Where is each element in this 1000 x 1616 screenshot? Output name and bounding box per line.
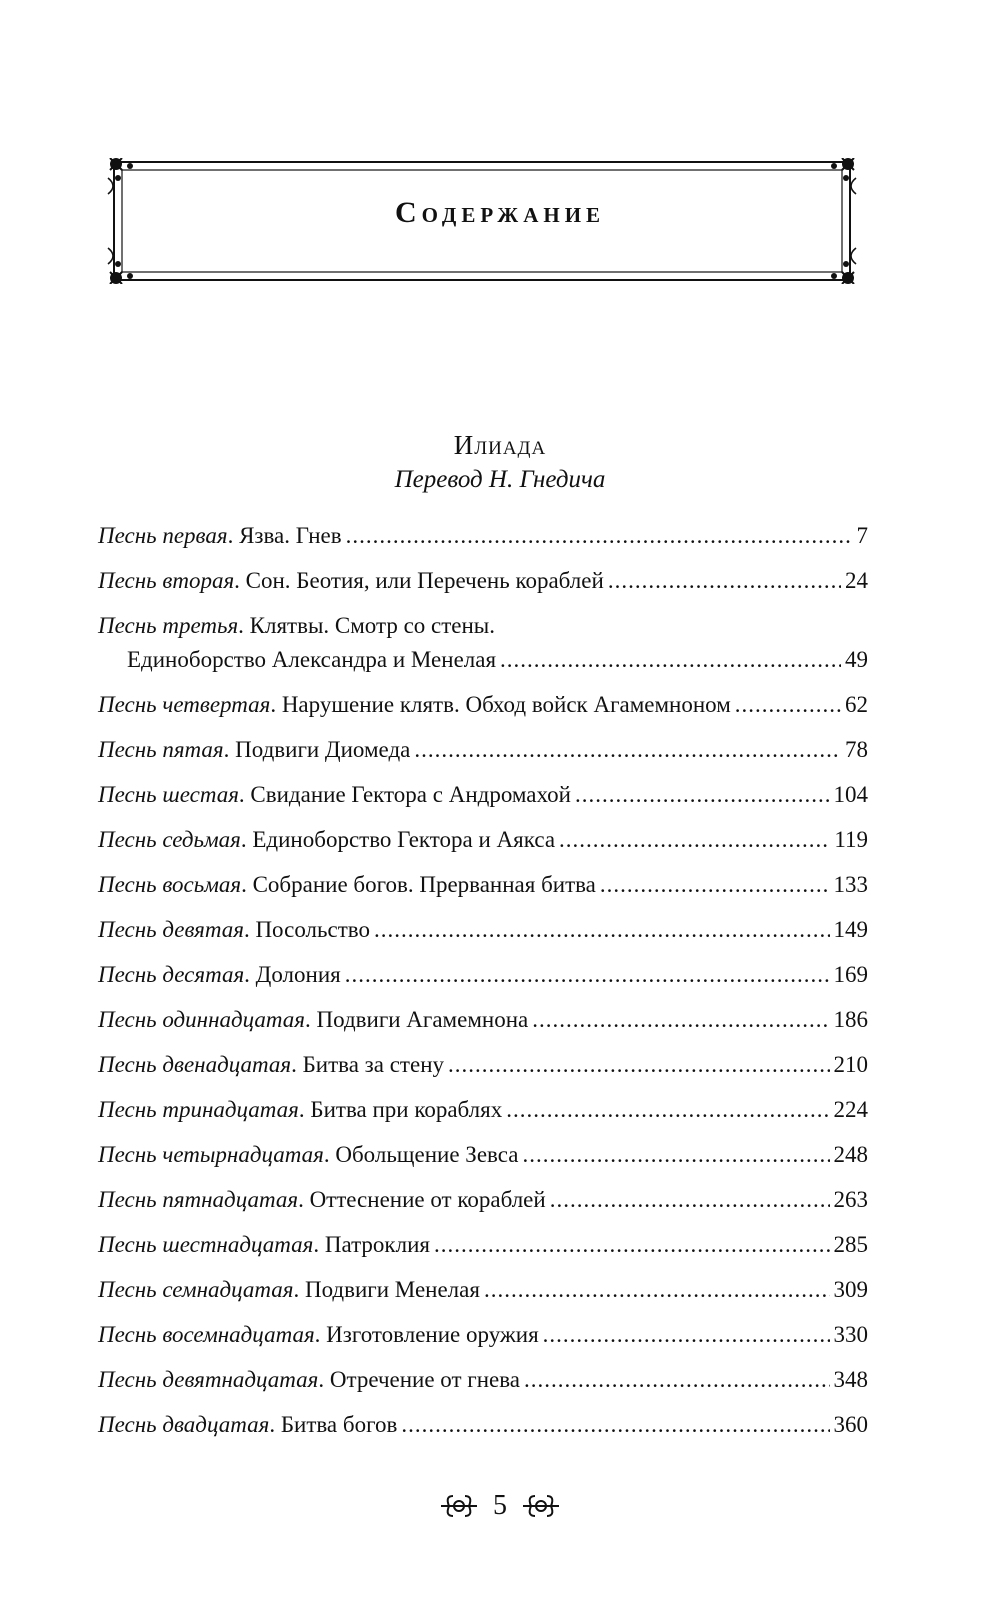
toc-entry-line [98,1048,868,1082]
toc-entry [98,958,868,992]
toc-title: Клятвы. Смотр со стены. [249,613,496,638]
toc-title: Битва богов [280,1412,398,1437]
toc-title: Обольщение Зевса [335,1142,519,1167]
toc-entry [98,733,868,767]
toc-page-number: 119 [834,827,868,852]
toc-canto: Песнь двадцатая [98,1412,270,1437]
toc-entry [98,1003,868,1037]
toc-title: Единоборство Гектора и Аякса [252,827,556,852]
toc-entry-line [98,1228,868,1262]
toc-title: Изготовление оружия [326,1322,539,1347]
toc-page-number: 285 [833,1232,868,1257]
toc-entry-line [98,868,868,902]
toc-entry-line [98,643,868,677]
toc-entry-line [98,564,868,598]
toc-canto: Песнь восьмая [98,872,242,897]
toc-title: Битва за стену [302,1052,444,1077]
toc-entry-line [98,778,868,812]
toc-title: Свидание Гектора с Андромахой [250,782,571,807]
toc-title: Подвиги Диомеда [235,737,411,762]
toc-title: Сон. Беотия, или Перечень кораблей [245,568,604,593]
toc-page-number: 360 [833,1412,868,1437]
toc-entry-line [98,958,868,992]
toc-page-number: 78 [845,737,868,762]
toc-separator: . [318,1367,330,1392]
toc-leader-dots [484,1273,830,1307]
toc-leader-dots [346,519,853,553]
toc-title: Патроклия [324,1232,430,1257]
toc-entry [98,1138,868,1172]
toc-page-number: 210 [833,1052,868,1077]
toc-title: Долония [255,962,341,987]
toc-leader-dots [550,1183,830,1217]
toc-title-continued: Единоборство Александра и Менелая [127,647,497,672]
toc-entry-line [98,823,868,857]
toc-entry [98,1048,868,1082]
toc-page-number: 7 [856,523,868,548]
toc-entry-line [98,733,868,767]
toc-entry-line [98,609,868,643]
toc-separator: . [269,1412,281,1437]
toc-entry [98,609,868,677]
toc-page-number: 104 [833,782,868,807]
toc-entry [98,1183,868,1217]
toc-separator: . [244,962,256,987]
toc-page-number: 330 [833,1322,868,1347]
toc-separator: . [227,523,240,548]
toc-title: Битва при кораблях [310,1097,503,1122]
translator-credit: Перевод Н. Гнедича [394,466,606,493]
toc-canto: Песнь первая [98,523,228,548]
toc-separator: . [313,1232,325,1257]
toc-entry [98,688,868,722]
toc-entry [98,823,868,857]
toc-canto: Песнь девятая [98,917,244,942]
toc-entry [98,868,868,902]
toc-title: Подвиги Агамемнона [316,1007,529,1032]
toc-entry [98,778,868,812]
toc-separator: . [234,568,246,593]
toc-canto: Песнь десятая [98,962,245,987]
toc-entry [98,564,868,598]
toc-leader-dots [559,823,830,857]
toc-page-number: 224 [833,1097,868,1122]
toc-canto: Песнь двенадцатая [98,1052,292,1077]
toc-page-number: 248 [833,1142,868,1167]
toc-leader-dots [532,1003,829,1037]
toc-leader-dots [735,688,841,722]
toc-entry-line [98,1138,868,1172]
toc-separator: . [270,692,282,717]
toc-page-number: 309 [833,1277,868,1302]
toc-canto: Песнь четырнадцатая [98,1142,324,1167]
toc-entry-line [98,913,868,947]
toc-entry-line [98,1273,868,1307]
toc-separator: . [293,1277,305,1302]
toc-leader-dots [345,958,830,992]
toc-canto: Песнь девятнадцатая [98,1367,319,1392]
toc-leader-dots [575,778,830,812]
toc-canto: Песнь семнадцатая [98,1277,294,1302]
toc-separator: . [323,1142,336,1167]
table-of-contents [98,519,868,1453]
toc-leader-dots [608,564,841,598]
toc-canto: Песнь тринадцатая [98,1097,299,1122]
toc-entry [98,1093,868,1127]
toc-page-number: 62 [845,692,868,717]
toc-leader-dots [448,1048,830,1082]
toc-title: Подвиги Менелая [304,1277,480,1302]
toc-title: Язва. Гнев [239,523,342,548]
toc-entry-line [98,519,868,553]
toc-entry [98,1228,868,1262]
toc-page-number: 24 [845,568,868,593]
toc-separator: . [238,613,250,638]
toc-separator: . [241,872,253,897]
toc-entry [98,1318,868,1352]
book-title: Илиада [453,430,547,460]
toc-separator: . [238,782,251,807]
toc-leader-dots [434,1228,830,1262]
toc-entry-line [98,1408,868,1442]
toc-entry [98,519,868,553]
toc-title: Оттеснение от кораблей [309,1187,546,1212]
toc-canto: Песнь седьмая [98,827,241,852]
toc-separator: . [223,737,236,762]
toc-leader-dots [506,1093,829,1127]
toc-entry-line [98,1363,868,1397]
toc-title: Собрание богов. Прерванная битва [252,872,596,897]
toc-canto: Песнь пятая [98,737,224,762]
toc-title: Отречение от гнева [329,1367,521,1392]
toc-leader-dots [543,1318,830,1352]
toc-title: Посольство [255,917,370,942]
toc-separator: . [243,917,256,942]
toc-separator: . [314,1322,327,1347]
toc-separator: . [298,1097,311,1122]
toc-leader-dots [401,1408,829,1442]
toc-canto: Песнь восемнадцатая [98,1322,315,1347]
toc-entry-line [98,1093,868,1127]
toc-canto: Песнь шестнадцатая [98,1232,314,1257]
toc-leader-dots [600,868,830,902]
toc-canto: Песнь шестая [98,782,239,807]
toc-canto: Песнь одиннадцатая [98,1007,305,1032]
toc-canto: Песнь четвертая [98,692,271,717]
toc-canto: Песнь вторая [98,568,235,593]
toc-leader-dots [500,643,841,677]
toc-separator: . [305,1007,317,1032]
toc-page-number: 169 [833,962,868,987]
toc-separator: . [291,1052,303,1077]
toc-page-number: 149 [833,917,868,942]
toc-separator: . [240,827,253,852]
toc-title: Нарушение клятв. Обход войск Агамемноном [281,692,731,717]
toc-page-number: 49 [845,647,868,672]
toc-entry-line [98,1003,868,1037]
toc-canto: Песнь третья [98,613,239,638]
toc-leader-dots [374,913,830,947]
page-number: 5 [493,1490,507,1521]
toc-leader-dots [522,1138,829,1172]
toc-entry-line [98,688,868,722]
toc-entry [98,913,868,947]
toc-canto: Песнь пятнадцатая [98,1187,299,1212]
flourish-left-icon [439,1491,479,1521]
toc-leader-dots [414,733,841,767]
toc-page-number: 186 [833,1007,868,1032]
toc-entry-line [98,1318,868,1352]
toc-leader-dots [524,1363,829,1397]
toc-entry-line [98,1183,868,1217]
toc-entry [98,1408,868,1442]
toc-page-number: 133 [833,872,868,897]
toc-page-number: 263 [833,1187,868,1212]
toc-separator: . [298,1187,310,1212]
page-heading: Содержание [394,196,606,229]
toc-entry [98,1273,868,1307]
toc-page-number: 348 [833,1367,868,1392]
page-footer [0,1486,1000,1526]
toc-entry [98,1363,868,1397]
flourish-right-icon [521,1491,561,1521]
